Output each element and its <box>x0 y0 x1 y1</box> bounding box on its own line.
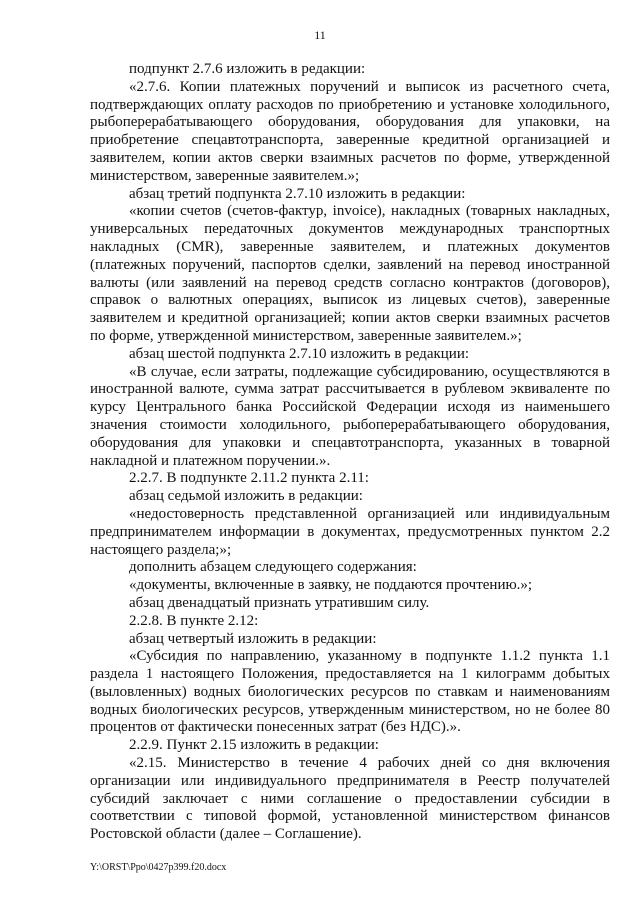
paragraph: «2.15. Министерство в течение 4 рабочих дней со дня включения организации или индивидуального предпринимателя в Реестр получателей субсидий заключает с ними соглашение о предоставлении субсидии в соответствии с типовой формой, установленной министерством финансов Ростовской области (далее – Соглашение). <box>90 755 610 843</box>
paragraph: абзац двенадцатый признать утратившим силу. <box>129 594 430 611</box>
paragraph: дополнить абзацем следующего содержания: <box>129 559 417 576</box>
paragraph: абзац шестой подпункта 2.7.10 изложить в редакции: <box>129 345 470 362</box>
paragraph: «Субсидия по направлению, указанному в подпункте 1.1.2 пункта 1.1 раздела 1 настоящего Положения, предоставляется на 1 килограмм добытых (выловленных) водных биологических ресурсов по ставкам и наименованиям водных биологических ресурсов, утвержденным министерством, но не более 80 процентов от фактически понесенных затрат (без НДС).». <box>90 648 610 736</box>
paragraph: «2.7.6. Копии платежных поручений и выписок из расчетного счета, подтверждающих оплату расходов по приобретению и установке холодильного, рыбоперерабатывающего оборудования, оборудования для упаковки, на приобретение спецавтотранспорта, заверенные кредитной организацией и заявителем, копии актов сверки взаимных расчетов по форме, утвержденной министерством, заверенные заявителем.»; <box>90 78 610 184</box>
paragraph: абзац четвертый изложить в редакции: <box>129 630 377 647</box>
paragraph: «В случае, если затраты, подлежащие субсидированию, осуществляются в иностранной валюте, сумма затрат рассчитывается в рублевом эквиваленте по курсу Центрального банка Российской Федерации исходя из наименьшего значения стоимости холодильного, рыбоперерабатывающего оборудования, оборудования для упаковки и спецавтотранспорта, указанных в товарной накладной и платежном поручении.». <box>90 363 610 469</box>
page-number: 11 <box>314 28 326 42</box>
paragraph: 2.2.7. В подпункте 2.11.2 пункта 2.11: <box>129 470 369 487</box>
paragraph: подпункт 2.7.6 изложить в редакции: <box>129 61 366 77</box>
footer-file-path: Y:\ORST\Ppo\0427p399.f20.docx <box>90 862 227 873</box>
paragraph: «недостоверность представленной организацией или индивидуальным предпринимателем информации в документах, предусмотренных пунктом 2.2 настоящего раздела;»; <box>90 505 610 558</box>
paragraph: 2.2.8. В пункте 2.12: <box>129 612 259 629</box>
paragraph: абзац третий подпункта 2.7.10 изложить в редакции: <box>129 185 466 202</box>
document-body <box>90 61 610 844</box>
paragraph: 2.2.9. Пункт 2.15 изложить в редакции: <box>129 737 379 754</box>
paragraph: «документы, включенные в заявку, не поддаются прочтению.»; <box>129 577 533 594</box>
paragraph: абзац седьмой изложить в редакции: <box>129 488 363 505</box>
paragraph: «копии счетов (счетов-фактур, invoice), накладных (товарных накладных, универсальных передаточных документов международных транспортных накладных (CMR), заверенные заявителем, и платежных документов (платежных поручений, паспортов сделки, заявлений на перевод иностранной валюты (или заявлений на перевод средств согласно контрактов (договоров), справок о валютных операциях, выписок из лицевых счетов), заверенные заявителем и кредитной организацией; копии актов сверки взаимных расчетов по форме, утвержденной министерством, заверенные заявителем.»; <box>90 203 610 344</box>
